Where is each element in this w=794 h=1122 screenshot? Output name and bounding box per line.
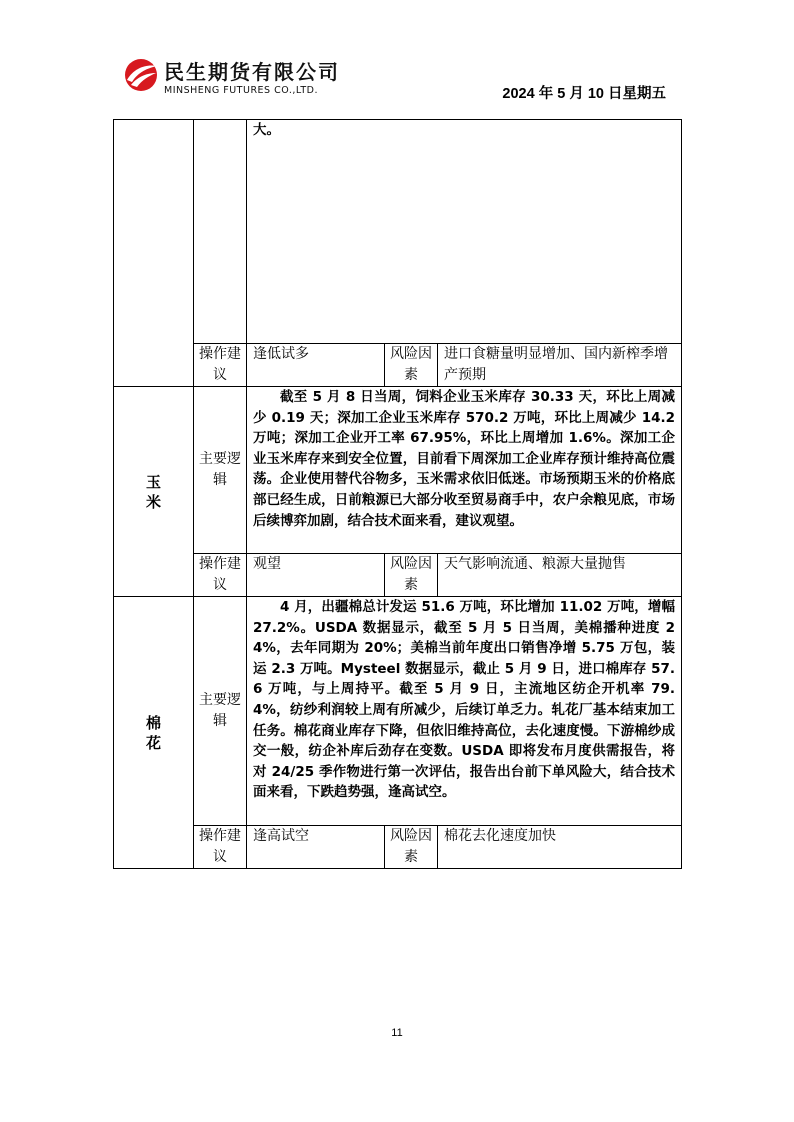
sugar-op-label: 操作建议 xyxy=(194,344,247,387)
corn-risk-value: 天气影响流通、粮源大量抛售 xyxy=(438,554,682,597)
cotton-risk-value: 棉花去化速度加快 xyxy=(438,826,682,869)
commodity-strategy-table xyxy=(113,119,682,869)
sugar-logic-label-cell xyxy=(194,120,247,344)
page-number: 11 xyxy=(391,1027,403,1039)
company-logo xyxy=(122,54,372,100)
sugar-op-value: 逢低试多 xyxy=(247,344,385,387)
corn-logic-label: 主要逻辑 xyxy=(194,387,247,554)
report-date: 2024 年 5 月 10 日星期五 xyxy=(502,86,666,102)
cotton-op-value: 逢高试空 xyxy=(247,826,385,869)
corn-category-cell xyxy=(114,387,194,597)
corn-op-value: 观望 xyxy=(247,554,385,597)
corn-logic-cell xyxy=(247,387,682,554)
corn-logic-text: 截至 5 月 8 日当周，饲料企业玉米库存 30.33 天，环比上周减少 0.19 天；深加工企业玉米库存 570.2 万吨，环比上周减少 14.2 万吨；深加工企业开工率 67.95%，环比上周增加 1.6%。深加工企业玉米库存来到安全位置，目前看下周深加工企业库存预计维持高位震荡。企业使用替代谷物多，玉米需求依旧低迷。市场预期玉米的价格底部已经生成，日前粮源已大部分收至贸易商手中，农户余粮见底，市场后续博弈加剧，结合技术面来看，建议观望。 xyxy=(253,389,676,529)
sugar-risk-value: 进口食糖量明显增加、国内新榨季增产预期 xyxy=(438,344,682,387)
cotton-logic-text: 4 月，出疆棉总计发运 51.6 万吨，环比增加 11.02 万吨，增幅 27.2%。USDA 数据显示，截至 5 月 5 日当周，美棉播种进度 24%，去年同期为 20%；美棉当前年度出口销售净增 5.75 万包，装运 2.3 万吨。Mysteel 数据显示，截止 5 月 9 日，进口棉库存 57.6 万吨，与上周持平。截至 5 月 9 日，主流地区纺企开机率 79.4%，纺纱利润较上周有所减少，后续订单乏力。轧花厂基本结束加工任务。棉花商业库存下降，但依旧维持高位，去化速度慢。下游棉纱成交一般，纺企补库后劲存在变数。USDA 即将发布月度供需报告，将对 24/25 季作物进行第一次评估，报告出台前下单风险大，结合技术面来看，下跌趋势强，逢高试空。 xyxy=(253,599,676,801)
corn-op-label: 操作建议 xyxy=(194,554,247,597)
cotton-op-label: 操作建议 xyxy=(194,826,247,869)
cotton-logic-cell xyxy=(247,597,682,826)
cotton-risk-label: 风险因素 xyxy=(385,826,438,869)
sugar-logic-text: 大。 xyxy=(247,120,682,344)
minsheng-logo-icon xyxy=(122,58,160,92)
cotton-op-row xyxy=(114,826,682,869)
sugar-op-row xyxy=(114,344,682,387)
cotton-logic-label: 主要逻辑 xyxy=(194,597,247,826)
corn-risk-label: 风险因素 xyxy=(385,554,438,597)
cotton-logic-row xyxy=(114,597,682,826)
cotton-category-label: 棉花 xyxy=(145,713,161,752)
logo-chinese-name: 民生期货有限公司 xyxy=(164,60,340,84)
cotton-category-cell xyxy=(114,597,194,869)
sugar-category-cell xyxy=(114,120,194,387)
sugar-logic-row xyxy=(114,120,682,344)
corn-category-label: 玉米 xyxy=(145,472,161,511)
corn-logic-row xyxy=(114,387,682,554)
corn-op-row xyxy=(114,554,682,597)
sugar-risk-label: 风险因素 xyxy=(385,344,438,387)
page-header xyxy=(0,0,794,110)
logo-english-name: MINSHENG FUTURES CO.,LTD. xyxy=(164,85,318,96)
